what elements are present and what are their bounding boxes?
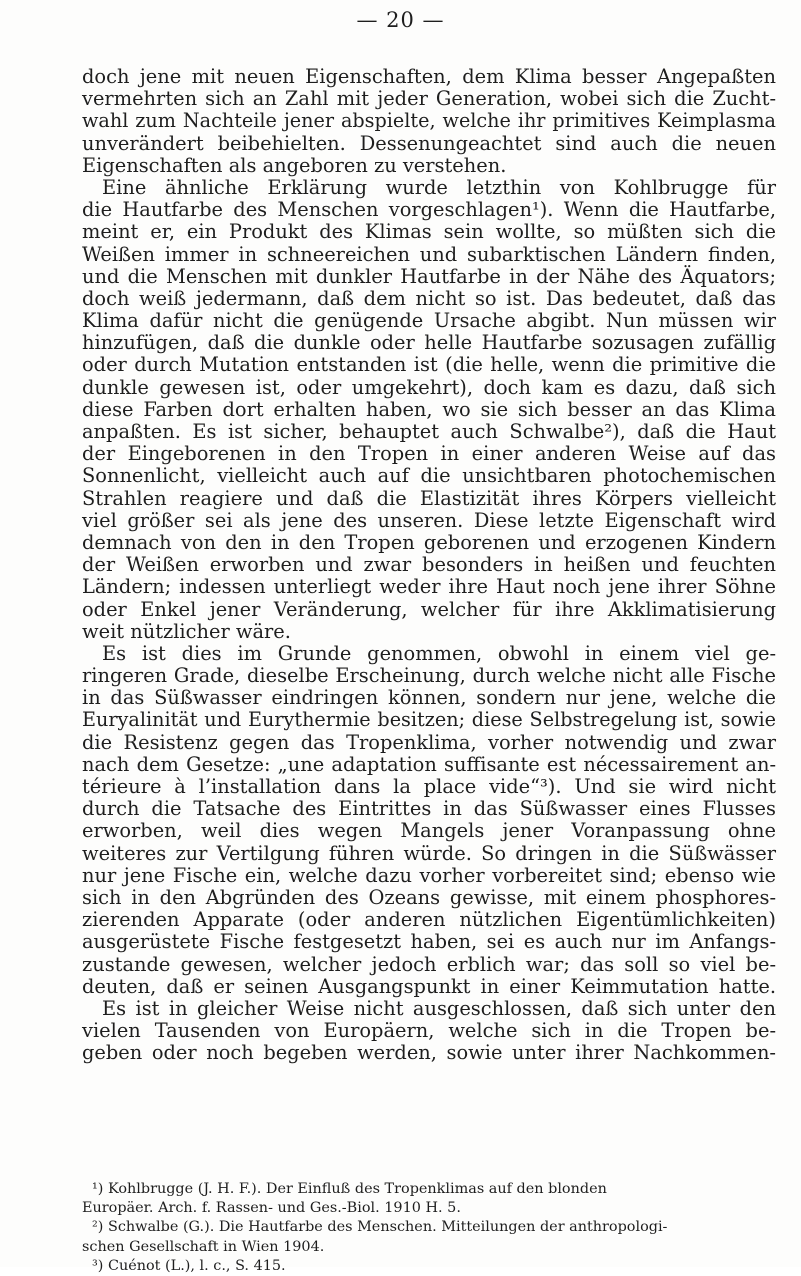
text-line: Es ist in gleicher Weise nicht ausgeschlossen, daß sich unter den [102,996,776,1020]
footnotes [82,1180,776,1276]
footnote-line: schen Gesellschaft in Wien 1904. [82,1238,325,1255]
text-line: demnach von den in den Tropen geborenen und erzogenen Kindern [82,530,776,554]
text-line: wahl zum Nachteile jener abspielte, welche ihr primitives Keimplasma [82,109,776,133]
body-text [82,66,776,1064]
text-line: doch weiß jedermann, daß dem nicht so ist. Das bedeutet, daß das [82,286,776,310]
text-line: oder Enkel jener Veränderung, welcher für ihre Akklimatisierung [82,597,776,621]
text-line: geben oder noch begeben werden, sowie unter ihrer Nachkommen- [82,1041,776,1065]
text-line: Euryalinität und Eurythermie besitzen; diese Selbstregelung ist, sowie [82,708,776,732]
text-line: durch die Tatsache des Eintrittes in das Süßwasser eines Flusses [82,797,776,821]
text-line: erworben, weil dies wegen Mangels jener Voranpassung ohne [82,819,776,843]
text-line: anpaßten. Es ist sicher, behauptet auch Schwalbe²), daß die Haut [82,420,776,443]
text-line: sich in den Abgründen des Ozeans gewisse, mit einem phosphores- [82,885,776,909]
text-line: meint er, ein Produkt des Klimas sein wollte, so müßten sich die [82,220,776,244]
text-line: ringeren Grade, dieselbe Erscheinung, durch welche nicht alle Fische [82,664,776,688]
text-line: viel größer sei als jene des unseren. Diese letzte Eigenschaft wird [82,508,776,532]
text-line: nach dem Gesetze: „une adaptation suffisante est nécessairement an- [82,752,776,776]
text-line: Eine ähnliche Erklärung wurde letzthin von Kohlbrugge für [102,175,776,199]
text-line: Ländern; indessen unterliegt weder ihre Haut noch jene ihrer Söhne [82,575,776,599]
footnote-line: ²) Schwalbe (G.). Die Hautfarbe des Menschen. Mitteilungen der anthropologi- [92,1219,668,1236]
text-line: und die Menschen mit dunkler Hautfarbe in der Nähe des Äquators; [82,264,776,288]
footnote-line: Europäer. Arch. f. Rassen- und Ges.-Biol. 1910 H. 5. [82,1200,461,1217]
text-line: doch jene mit neuen Eigenschaften, dem Klima besser Angepaßten [82,65,776,88]
text-line: zierenden Apparate (oder anderen nützlichen Eigentümlichkeiten) [82,908,776,932]
text-line: Eigenschaften als angeboren zu verstehen. [82,153,507,177]
text-line: in das Süßwasser eindringen können, sondern nur jene, welche die [82,686,776,710]
text-line: ausgerüstete Fische festgesetzt haben, sei es auch nur im Anfangs- [82,930,776,954]
text-line: oder durch Mutation entstanden ist (die helle, wenn die primitive die [82,353,776,377]
text-line: der Weißen erworben und zwar besonders in heißen und feuchten [82,553,776,577]
text-line: térieure à l’installation dans la place vide“³). Und sie wird nicht [82,775,776,798]
text-line: unverändert beibehielten. Dessenungeachtet sind auch die neuen [82,131,776,155]
text-line: Weißen immer in schneereichen und subarktischen Ländern finden, [82,242,776,266]
text-line: weiteres zur Vertilgung führen würde. So dringen in die Süßwässer [82,841,776,865]
text-line: vielen Tausenden von Europäern, welche sich in die Tropen be- [82,1019,776,1043]
text-line: zustande gewesen, welcher jedoch erblich war; das soll so viel be- [82,952,776,976]
text-line: die Hautfarbe des Menschen vorgeschlagen¹). Wenn die Hautfarbe, [82,198,776,222]
text-line: nur jene Fische ein, welche dazu vorher vorbereitet sind; ebenso wie [82,863,776,887]
text-line: Strahlen reagiere und daß die Elastizität ihres Körpers vielleicht [82,486,776,510]
text-line: deuten, daß er seinen Ausgangspunkt in einer Keimmutation hatte. [82,974,776,998]
page-number: — 20 — [356,8,445,32]
text-line: der Eingeborenen in den Tropen in einer anderen Weise auf das [82,442,776,466]
footnote-line: ¹) Kohlbrugge (J. H. F.). Der Einfluß des Tropenklimas auf den blonden [92,1181,607,1197]
text-line: Sonnenlicht, vielleicht auch auf die unsichtbaren photochemischen [82,464,776,488]
text-line: weit nützlicher wäre. [82,619,291,643]
footnote-line: ³) Cuénot (L.), l. c., S. 415. [92,1257,286,1274]
text-line: Es ist dies im Grunde genommen, obwohl in einem viel ge- [102,641,776,665]
text-line: hinzufügen, daß die dunkle oder helle Hautfarbe sozusagen zufällig [82,331,776,355]
text-line: die Resistenz gegen das Tropenklima, vorher notwendig und zwar [82,730,776,754]
text-line: diese Farben dort erhalten haben, wo sie sich besser an das Klima [82,397,776,421]
text-line: vermehrten sich an Zahl mit jeder Generation, wobei sich die Zucht- [82,87,776,111]
text-line: Klima dafür nicht die genügende Ursache abgibt. Nun müssen wir [82,309,776,333]
text-line: dunkle gewesen ist, oder umgekehrt), doch kam es dazu, daß sich [82,375,776,399]
